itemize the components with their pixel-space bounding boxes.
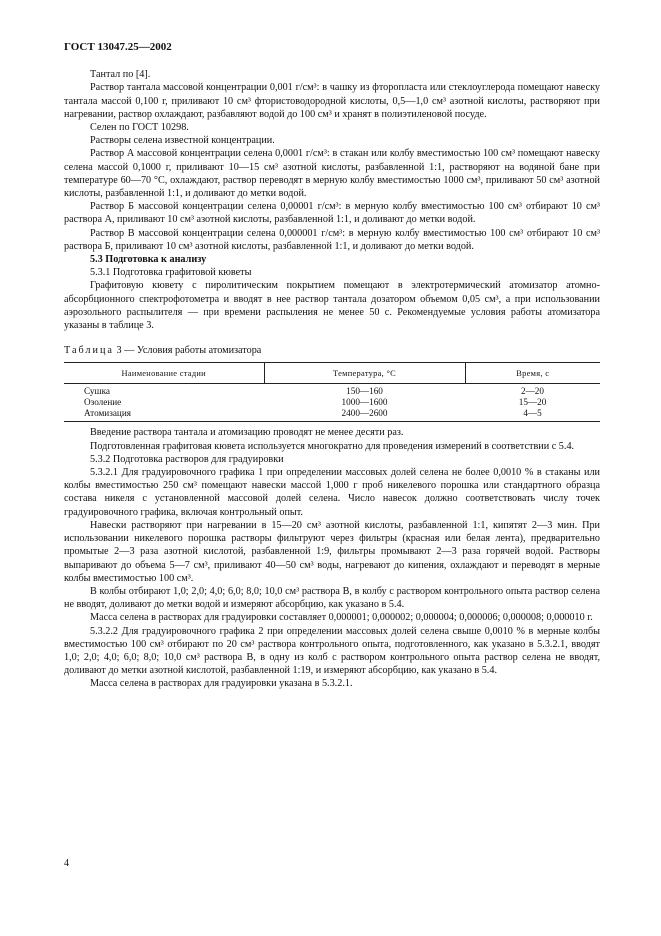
paragraph: Раствор В массовой концентрации селена 0,000001 г/см³: в мерную колбу вместимостью 100 см³ отбирают 10 см³ раствора Б, приливают 10 см³ азотной кислоты, разбавленной 1:1, и доливают до метки водой.	[64, 227, 600, 252]
table-title-text: 3 — Условия работы атомизатора	[116, 345, 262, 357]
table-header-time: Время, с	[465, 363, 600, 384]
table-header-temperature: Температура, °С	[264, 363, 465, 384]
document-header: ГОСТ 13047.25—2002	[64, 41, 172, 53]
table-row	[64, 408, 600, 422]
table-header-row	[64, 363, 600, 384]
paragraph: Графитовую кювету с пиролитическим покрытием помещают в электротермический атомизатор атомно-абсорбционного спектрофотометра и вводят в нее раствор тантала дозатором объемом 0,05 см³, а при использовании аэрозольного распылителя — при времени распыления не менее 50 с. Рекомендуемые условия работы атомизатора указаны в таблице 3.	[64, 280, 600, 332]
subsection-heading-5-3-1: 5.3.1 Подготовка графитовой кюветы	[90, 267, 252, 279]
paragraph: Селен по ГОСТ 10298.	[90, 122, 189, 134]
table-cell: 2400—2600	[264, 408, 465, 422]
paragraph: Раствор Б массовой концентрации селена 0,00001 г/см³: в мерную колбу вместимостью 100 см³ отбирают 10 см³ раствора А, приливают 10 см³ азотной кислоты, разбавленной 1:1, и доливают до метки водой.	[64, 201, 600, 226]
paragraph: Тантал по [4].	[90, 69, 151, 81]
table-cell: 2—20	[521, 386, 544, 397]
atomizer-conditions-table	[64, 362, 600, 422]
paragraph: Масса селена в растворах для градуировки составляет 0,000001; 0,000002; 0,000004; 0,000006; 0,000008; 0,000010 г.	[90, 612, 593, 624]
section-heading-5-3: 5.3 Подготовка к анализу	[90, 254, 207, 266]
table-cell: 15—20	[518, 397, 547, 408]
table-row	[64, 397, 600, 408]
table-cell: Атомизация	[64, 408, 264, 422]
paragraph: Введение раствора тантала и атомизацию проводят не менее десяти раз.	[90, 427, 404, 439]
paragraph: Навески растворяют при нагревании в 15—20 см³ азотной кислоты, разбавленной 1:1, кипятят 2—3 мин. При использовании никелевого порошка растворы фильтруют через фильтры (красная или белая лента), предварительно промытые 2—3 раза азотной кислотой, разбавленной 1:9, фильтры промывают 2—3 раза горячей водой. Растворы выпаривают до объема 5—7 см³, приливают 40—50 см³ воды, нагревают до кипения, охлаждают и переводят в мерные колбы вместимостью 100 см³.	[64, 519, 600, 584]
subsection-heading-5-3-2: 5.3.2 Подготовка растворов для градуировки	[90, 453, 284, 465]
paragraph: Раствор тантала массовой концентрации 0,001 г/см³: в чашку из фторопласта или стеклоуглерода помещают навеску тантала массой 0,100 г, приливают 10 см³ фтористоводородной кислоты, 0,5—1,0 см³ азотной кислоты, растворяют при нагревании, раствор охлаждают, разбавляют водой до 100 см³ и хранят в полиэтиленовой посуде.	[64, 82, 600, 120]
table-cell: 1000—1600	[341, 397, 388, 408]
page-number: 4	[64, 858, 69, 869]
table-title	[64, 344, 600, 357]
document-page	[64, 41, 600, 691]
table-label: Таблица	[64, 345, 114, 357]
table-cell: Сушка	[84, 386, 110, 397]
table-cell: 4—5	[465, 408, 600, 422]
table-cell: Озоление	[84, 397, 122, 408]
paragraph: Подготовленная графитовая кювета используется многократно для проведения измерений в соответствии с 5.4.	[90, 440, 575, 452]
table-row	[64, 384, 600, 398]
table-cell: 150—160	[346, 386, 383, 397]
paragraph: Растворы селена известной концентрации.	[90, 135, 275, 147]
paragraph: 5.3.2.1 Для градуировочного графика 1 при определении массовых долей селена не более 0,0010 % в стаканы или колбы вместимостью 250 см³ помещают навески массой 1,000 г проб никелевого порошка или стандартного образца состава никеля с установленной массовой долей селена. Число навесок должно соответствовать числу точек градуировочного графика, включая контрольный опыт.	[64, 467, 600, 518]
paragraph: 5.3.2.2 Для градуировочного графика 2 при определении массовых долей селена свыше 0,0010 % в мерные колбы вместимостью 100 см³ отбирают по 20 см³ раствора контрольного опыта, подготовленного, как указано в 5.3.2.1, вводят 1,0; 2,0; 4,0; 6,0; 8,0; 10,0 см³ раствора В, в одну из колб с раствором контрольного опыта раствор селена не вводят, доливают до метки азотной кислотой, разбавленной 1:19, и измеряют абсорбцию, как указано в 5.4.	[64, 625, 600, 677]
paragraph: Раствор А массовой концентрации селена 0,0001 г/см³: в стакан или колбу вместимостью 100 см³ помещают навеску селена массой 0,1000 г, приливают 10—15 см³ азотной кислоты, разбавленной 1:1, растворяют на водяной бане при температуре 60—70 °С, охлаждают, раствор переводят в мерную колбу вместимостью 1000 см³, приливают 50 см³ азотной кислоты, разбавленной 1:1, и доливают до метки водой.	[64, 148, 600, 200]
paragraph: В колбы отбирают 1,0; 2,0; 4,0; 6,0; 8,0; 10,0 см³ раствора В, в колбу с раствором контрольного опыта раствор селена не вводят, доливают до метки водой и измеряют абсорбцию, как указано в 5.4.	[64, 585, 600, 611]
paragraph: Масса селена в растворах для градуировки указана в 5.3.2.1.	[90, 678, 353, 690]
table-header-stage: Наименование стадии	[64, 363, 264, 384]
